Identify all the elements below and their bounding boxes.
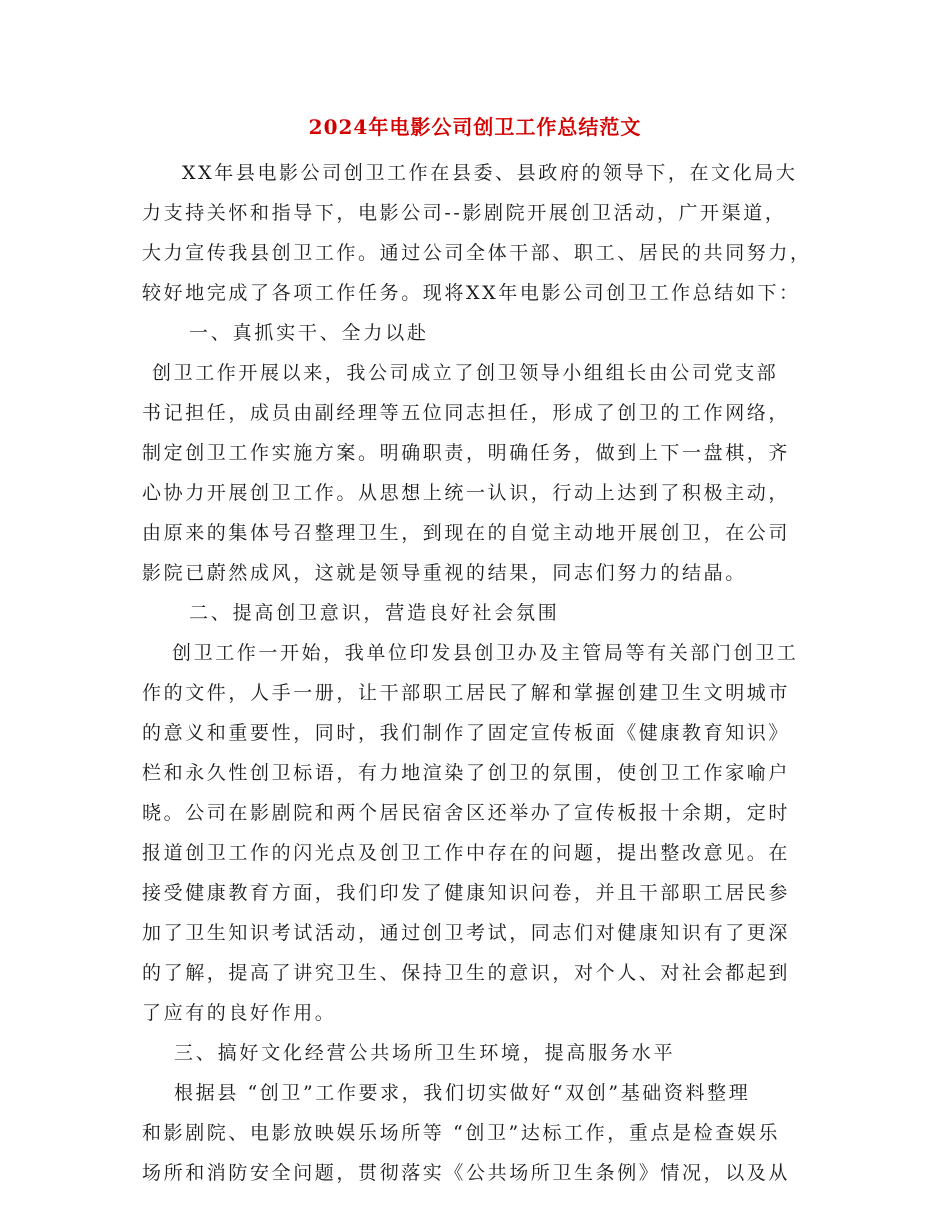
section-2-line-4: 栏和永久性创卫标语，有力地渲染了创卫的氛围，使创卫工作家喻户 — [142, 762, 791, 784]
section-2-line-6: 报道创卫工作的闪光点及创卫工作中存在的问题，提出整改意见。在 — [142, 842, 791, 864]
intro-line-2: 力支持关怀和指导下，电影公司--影剧院开展创卫活动，广开渠道， — [142, 202, 787, 224]
section-1-line-3: 制定创卫工作实施方案。明确职责，明确任务，做到上下一盘棋，齐 — [142, 442, 791, 464]
section-2-heading: 二、提高创卫意识，营造良好社会氛围 — [189, 602, 560, 624]
intro-line-3: 大力宣传我县创卫工作。通过公司全体干部、职工、居民的共同努力， — [142, 242, 812, 264]
section-1-line-6: 影院已蔚然成风，这就是领导重视的结果，同志们努力的结晶。 — [142, 562, 747, 584]
section-2-line-7: 接受健康教育方面，我们印发了健康知识问卷，并且干部职工居民参 — [142, 882, 791, 904]
section-2-line-10: 了应有的良好作用。 — [142, 1002, 337, 1024]
section-2-line-9: 的了解，提高了讲究卫生、保持卫生的意识，对个人、对社会都起到 — [142, 962, 791, 984]
section-1-line-4: 心协力开展创卫工作。从思想上统一认识，行动上达到了积极主动， — [142, 482, 791, 504]
section-1-line-1: 创卫工作开展以来，我公司成立了创卫领导小组组长由公司党支部 — [152, 362, 779, 384]
section-3-heading: 三、搞好文化经营公共场所卫生环境，提高服务水平 — [174, 1042, 676, 1064]
section-2-line-1: 创卫工作一开始，我单位印发县创卫办及主管局等有关部门创卫工 — [172, 642, 799, 664]
section-3-line-2: 和影剧院、电影放映娱乐场所等 “创卫”达标工作，重点是检查娱乐 — [142, 1122, 781, 1144]
intro-line-1: XX年县电影公司创卫工作在县委、县政府的领导下，在文化局大 — [182, 162, 798, 184]
section-2-line-2: 作的文件，人手一册，让干部职工居民了解和掌握创建卫生文明城市 — [142, 682, 791, 704]
section-2-line-8: 加了卫生知识考试活动，通过创卫考试，同志们对健康知识有了更深 — [142, 922, 791, 944]
section-1-heading: 一、真抓实干、全力以赴 — [189, 322, 429, 344]
section-3-line-1: 根据县 “创卫”工作要求，我们切实做好“双创”基础资料整理 — [174, 1082, 751, 1104]
section-2-line-5: 晓。公司在影剧院和两个居民宿舍区还举办了宣传板报十余期，定时 — [142, 802, 791, 824]
document-title: 2024年电影公司创卫工作总结范文 — [308, 115, 642, 139]
section-1-line-5: 由原来的集体号召整理卫生，到现在的自觉主动地开展创卫，在公司 — [142, 522, 791, 544]
intro-line-4: 较好地完成了各项工作任务。现将XX年电影公司创卫工作总结如下： — [142, 282, 801, 304]
section-3-line-3: 场所和消防安全问题，贯彻落实《公共场所卫生条例》情况，以及从 — [142, 1162, 791, 1184]
section-2-line-3: 的意义和重要性，同时，我们制作了固定宣传板面《健康教育知识》 — [142, 722, 791, 744]
section-1-line-2: 书记担任，成员由副经理等五位同志担任，形成了创卫的工作网络， — [142, 402, 791, 424]
